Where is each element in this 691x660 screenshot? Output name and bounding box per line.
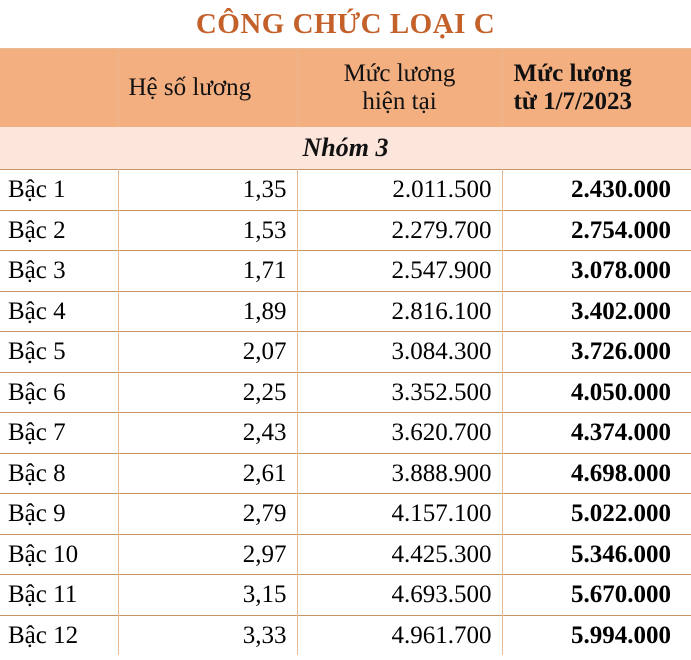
cell-rank: Bậc 12 <box>0 615 118 655</box>
cell-rank: Bậc 5 <box>0 332 118 373</box>
table-row <box>0 534 691 575</box>
cell-coefficient: 1,89 <box>118 291 297 332</box>
table-header <box>0 49 691 128</box>
column-header-rank <box>0 49 118 128</box>
table-row <box>0 291 691 332</box>
cell-new-salary: 5.346.000 <box>502 534 691 575</box>
cell-rank: Bậc 1 <box>0 170 118 211</box>
cell-coefficient: 2,97 <box>118 534 297 575</box>
cell-coefficient: 1,35 <box>118 170 297 211</box>
cell-rank: Bậc 2 <box>0 210 118 251</box>
cell-current-salary: 3.888.900 <box>297 453 502 494</box>
cell-new-salary: 3.078.000 <box>502 251 691 292</box>
column-header-current-salary-line2: hiện tại <box>362 88 437 115</box>
cell-coefficient: 3,33 <box>118 615 297 655</box>
table-row <box>0 372 691 413</box>
column-header-current-salary <box>297 49 502 128</box>
cell-current-salary: 4.961.700 <box>297 615 502 655</box>
cell-current-salary: 4.425.300 <box>297 534 502 575</box>
table-row <box>0 210 691 251</box>
cell-current-salary: 2.279.700 <box>297 210 502 251</box>
cell-new-salary: 2.430.000 <box>502 170 691 211</box>
cell-current-salary: 3.352.500 <box>297 372 502 413</box>
cell-new-salary: 3.726.000 <box>502 332 691 373</box>
table-row <box>0 332 691 373</box>
table-row <box>0 170 691 211</box>
cell-coefficient: 1,71 <box>118 251 297 292</box>
cell-rank: Bậc 10 <box>0 534 118 575</box>
column-header-coefficient <box>118 49 297 128</box>
cell-current-salary: 2.011.500 <box>297 170 502 211</box>
page-title: CÔNG CHỨC LOẠI C <box>195 7 496 40</box>
table-row <box>0 494 691 535</box>
cell-coefficient: 3,15 <box>118 575 297 616</box>
table-header-row <box>0 49 691 128</box>
column-header-current-salary-line1: Mức lương <box>343 59 456 87</box>
cell-current-salary: 2.547.900 <box>297 251 502 292</box>
column-header-new-salary-line2: từ 1/7/2023 <box>513 88 632 115</box>
group-header-cell <box>0 127 691 170</box>
cell-coefficient: 1,53 <box>118 210 297 251</box>
cell-coefficient: 2,79 <box>118 494 297 535</box>
table-row <box>0 453 691 494</box>
cell-current-salary: 2.816.100 <box>297 291 502 332</box>
table-body <box>0 127 691 655</box>
cell-rank: Bậc 6 <box>0 372 118 413</box>
table-row <box>0 575 691 616</box>
table-row <box>0 413 691 454</box>
cell-new-salary: 3.402.000 <box>502 291 691 332</box>
table-row <box>0 251 691 292</box>
cell-current-salary: 3.620.700 <box>297 413 502 454</box>
column-header-new-salary <box>502 49 691 128</box>
group-label: Nhóm 3 <box>302 133 389 162</box>
cell-current-salary: 3.084.300 <box>297 332 502 373</box>
cell-new-salary: 4.050.000 <box>502 372 691 413</box>
cell-rank: Bậc 3 <box>0 251 118 292</box>
cell-new-salary: 5.670.000 <box>502 575 691 616</box>
group-header-row <box>0 127 691 170</box>
cell-new-salary: 4.374.000 <box>502 413 691 454</box>
cell-coefficient: 2,25 <box>118 372 297 413</box>
cell-rank: Bậc 7 <box>0 413 118 454</box>
cell-coefficient: 2,43 <box>118 413 297 454</box>
cell-rank: Bậc 11 <box>0 575 118 616</box>
column-header-new-salary-line1: Mức lương <box>513 59 632 87</box>
salary-table <box>0 48 691 655</box>
table-title-row <box>0 0 691 48</box>
cell-rank: Bậc 9 <box>0 494 118 535</box>
cell-coefficient: 2,61 <box>118 453 297 494</box>
cell-new-salary: 4.698.000 <box>502 453 691 494</box>
cell-new-salary: 5.022.000 <box>502 494 691 535</box>
cell-new-salary: 5.994.000 <box>502 615 691 655</box>
cell-rank: Bậc 8 <box>0 453 118 494</box>
cell-rank: Bậc 4 <box>0 291 118 332</box>
cell-current-salary: 4.693.500 <box>297 575 502 616</box>
cell-new-salary: 2.754.000 <box>502 210 691 251</box>
cell-coefficient: 2,07 <box>118 332 297 373</box>
table-row <box>0 615 691 655</box>
column-header-coefficient-label: Hệ số lương <box>128 73 252 101</box>
cell-current-salary: 4.157.100 <box>297 494 502 535</box>
